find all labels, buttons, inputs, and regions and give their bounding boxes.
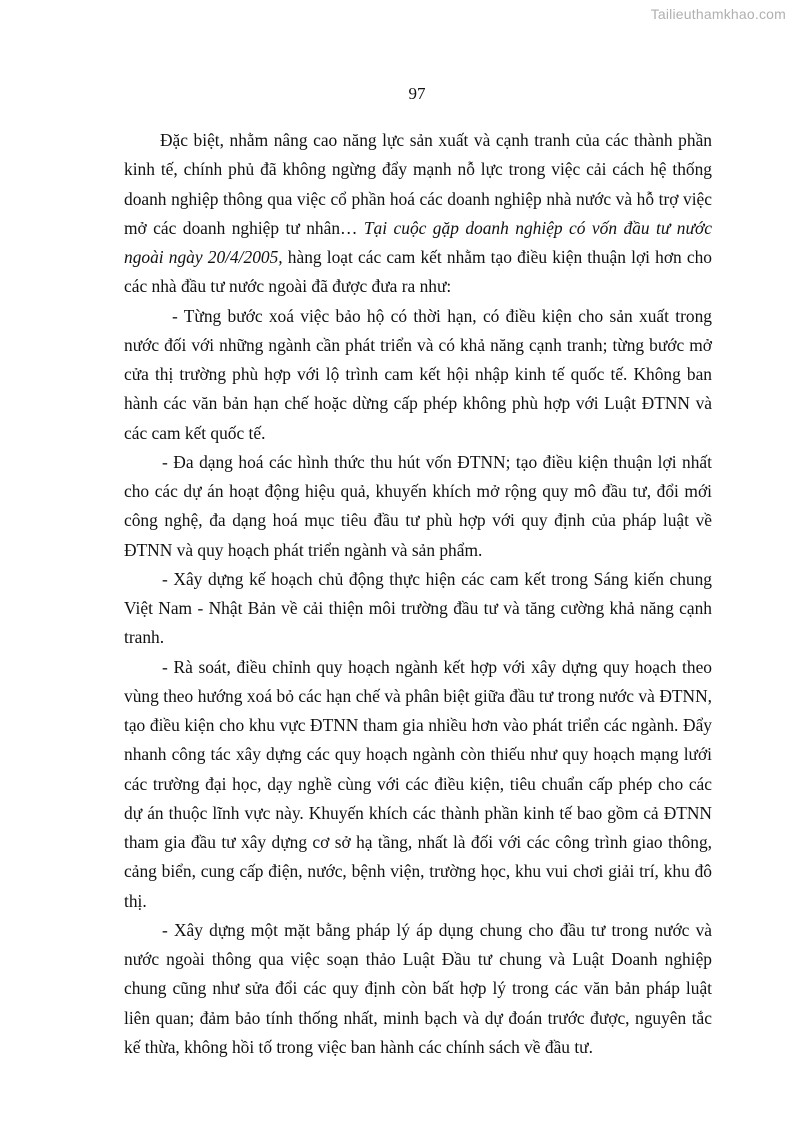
paragraph-intro [124,126,712,302]
page-number: 97 [408,84,426,103]
paragraph-intro-italic: Tại cuộc gặp doanh nghiệp có vốn đầu tư nước ngoài ngày 20/4/2005, [124,217,712,267]
paragraph-intro-text-b: hàng loạt các cam kết nhằm tạo điều kiện thuận lợi hơn cho các nhà đầu tư nước ngoài đã được đưa ra như: [124,247,712,297]
paragraph-intro-text-a: Đặc biệt, nhằm nâng cao năng lực sản xuất và cạnh tranh của các thành phần kinh tế, chính phủ đã không ngừng đẩy mạnh nỗ lực trong việc cải cách hệ thống doanh nghiệp thông qua việc cổ phần hoá các doanh nghiệp nhà nước và hỗ trợ việc mở các doanh nghiệp tư nhân… [124,130,712,238]
paragraph-item-2: - Đa dạng hoá các hình thức thu hút vốn ĐTNN; tạo điều kiện thuận lợi nhất cho các dự án hoạt động hiệu quả, khuyến khích mở rộng quy mô đầu tư, đổi mới công nghệ, đa dạng hoá mục tiêu đầu tư phù hợp với quy định của pháp luật về ĐTNN và quy hoạch phát triển ngành và sản phẩm. [124,451,712,560]
paragraph-item-3: - Xây dựng kế hoạch chủ động thực hiện các cam kết trong Sáng kiến chung Việt Nam - Nhật Bản về cải thiện môi trường đầu tư và tăng cường khả năng cạnh tranh. [124,568,712,648]
document-body [124,126,712,1062]
paragraph-item-5: - Xây dựng một mặt bằng pháp lý áp dụng chung cho đầu tư trong nước và nước ngoài thông qua việc soạn thảo Luật Đầu tư chung và Luật Doanh nghiệp chung cũng như sửa đổi các quy định còn bất hợp lý trong các văn bản pháp luật liên quan; đảm bảo tính thống nhất, minh bạch và dự đoán trước được, nguyên tắc kế thừa, không hồi tố trong việc ban hành các chính sách về đầu tư. [124,919,712,1057]
paragraph-item-4: - Rà soát, điều chỉnh quy hoạch ngành kết hợp với xây dựng quy hoạch theo vùng theo hướng xoá bỏ các hạn chế và phân biệt giữa đầu tư trong nước và ĐTNN, tạo điều kiện cho khu vực ĐTNN tham gia nhiều hơn vào phát triển các ngành. Đẩy nhanh công tác xây dựng các quy hoạch ngành còn thiếu như quy hoạch mạng lưới các trường đại học, dạy nghề cùng với các điều kiện, tiêu chuẩn cấp phép cho các dự án thuộc lĩnh vực này. Khuyến khích các thành phần kinh tế bao gồm cả ĐTNN tham gia đầu tư xây dựng cơ sở hạ tầng, nhất là đối với các công trình giao thông, cảng biển, cung cấp điện, nước, bệnh viện, trường học, khu vui chơi giải trí, khu đô thị. [124,656,712,911]
watermark: Tailieuthamkhao.com [650,6,786,22]
paragraph-item-1: - Từng bước xoá việc bảo hộ có thời hạn, có điều kiện cho sản xuất trong nước đối với những ngành cần phát triển và có khả năng cạnh tranh; từng bước mở cửa thị trường phù hợp với lộ trình cam kết hội nhập kinh tế quốc tế. Không ban hành các văn bản hạn chế hoặc dừng cấp phép không phù hợp với Luật ĐTNN và các cam kết quốc tế. [124,305,712,443]
